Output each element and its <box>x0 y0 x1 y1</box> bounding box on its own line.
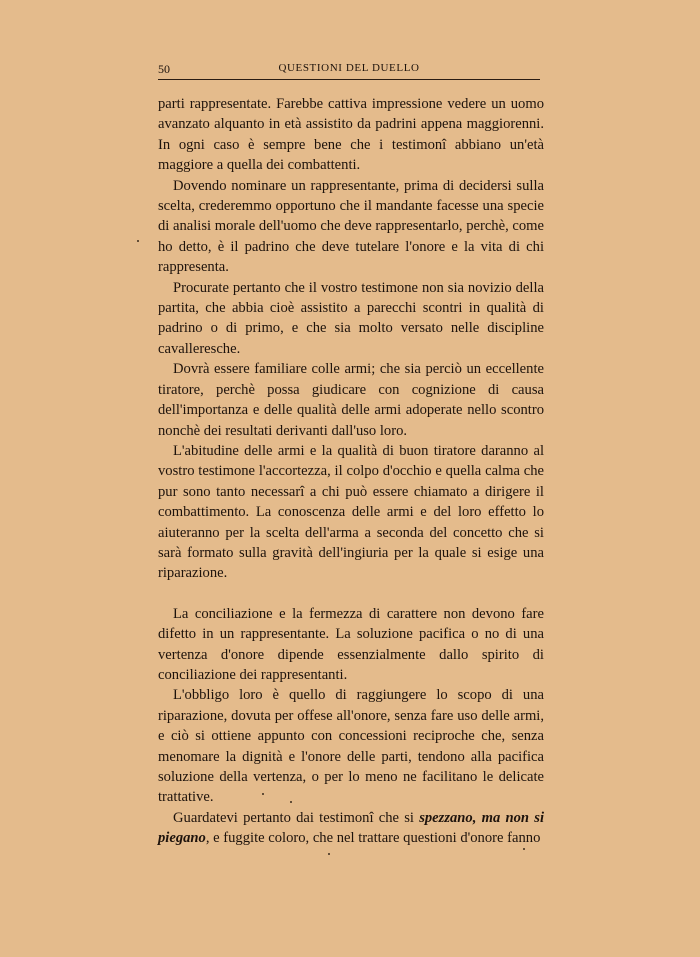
paragraph: Procurate pertanto che il vostro testimone non sia novizio della partita, che abbia cioè assistito a parecchi scontri in qualità di padrino o di primo, e che sia molto versato nelle discipline cavalleresche. <box>158 279 544 357</box>
header-rule <box>158 79 540 80</box>
page-header <box>158 62 540 80</box>
paragraph: Dovendo nominare un rappresentante, prima di decidersi sulla scelta, crederemmo opportuno che il mandante facesse una specie di analisi morale dell'uomo che deve rappresentarlo, perchè, come ho detto, è il padrino che deve tutelare l'onore e la vita di chi rappresenta. <box>158 177 544 276</box>
paragraph-text: Guardatevi pertanto dai testimonî che si <box>173 809 420 826</box>
paper-speck <box>262 793 264 795</box>
paper-speck <box>523 848 525 850</box>
paragraph: La conciliazione e la fermezza di carattere non devono fare difetto in un rappresentante. La soluzione pacifica o no di una vertenza d'onore dipende essenzialmente dallo spirito di conciliazione dei rappresentanti. <box>158 605 544 683</box>
page-number: 50 <box>158 62 170 76</box>
running-head: QUESTIONI DEL DUELLO <box>278 62 420 74</box>
paragraph: parti rappresentate. Farebbe cattiva impressione vedere un uomo avanzato alquanto in età assistito da padrini appena maggiorenni. In ogni caso è sempre bene che i testimonî abbiano un'età maggiore a quella dei combattenti. <box>158 96 544 174</box>
section-break <box>158 584 544 604</box>
paper-speck <box>328 853 330 855</box>
paragraph: L'abitudine delle armi e la qualità di buon tiratore daranno al vostro testimone l'accortezza, il colpo d'occhio e quella calma che pur sono tanto necessarî a chi può essere chiamato a dirigere il combattimento. La conoscenza delle armi e del loro effetto lo aiuteranno per la scelta dell'arma a seconda del concetto che si sarà formato sulla gravità dell'ingiuria per la quale si esige una riparazione. <box>158 442 544 582</box>
paper-speck <box>137 240 139 242</box>
body-text <box>158 94 544 849</box>
italic-phrase: spezzano, ma non si piegano <box>158 809 544 847</box>
paragraph-last <box>158 808 544 849</box>
paragraph-text: , e fuggite coloro, che nel trattare questioni d'onore fanno <box>205 830 541 847</box>
paper-speck <box>290 801 292 803</box>
paragraph: Dovrà essere familiare colle armi; che sia perciò un eccellente tiratore, perchè possa giudicare con cognizione di causa dell'importanza e delle qualità delle armi adoperate nello scontro nonchè dei resultati derivanti dall'uso loro. <box>158 361 544 439</box>
paragraph: L'obbligo loro è quello di raggiungere lo scopo di una riparazione, dovuta per offese all'onore, senza fare uso delle armi, e ciò si ottiene appunto con concessioni reciproche che, senza menomare la dignità e l'onore delle parti, tendono alla pacifica soluzione della vertenza, o per lo meno ne facilitano le delicate trattative. <box>158 687 544 806</box>
